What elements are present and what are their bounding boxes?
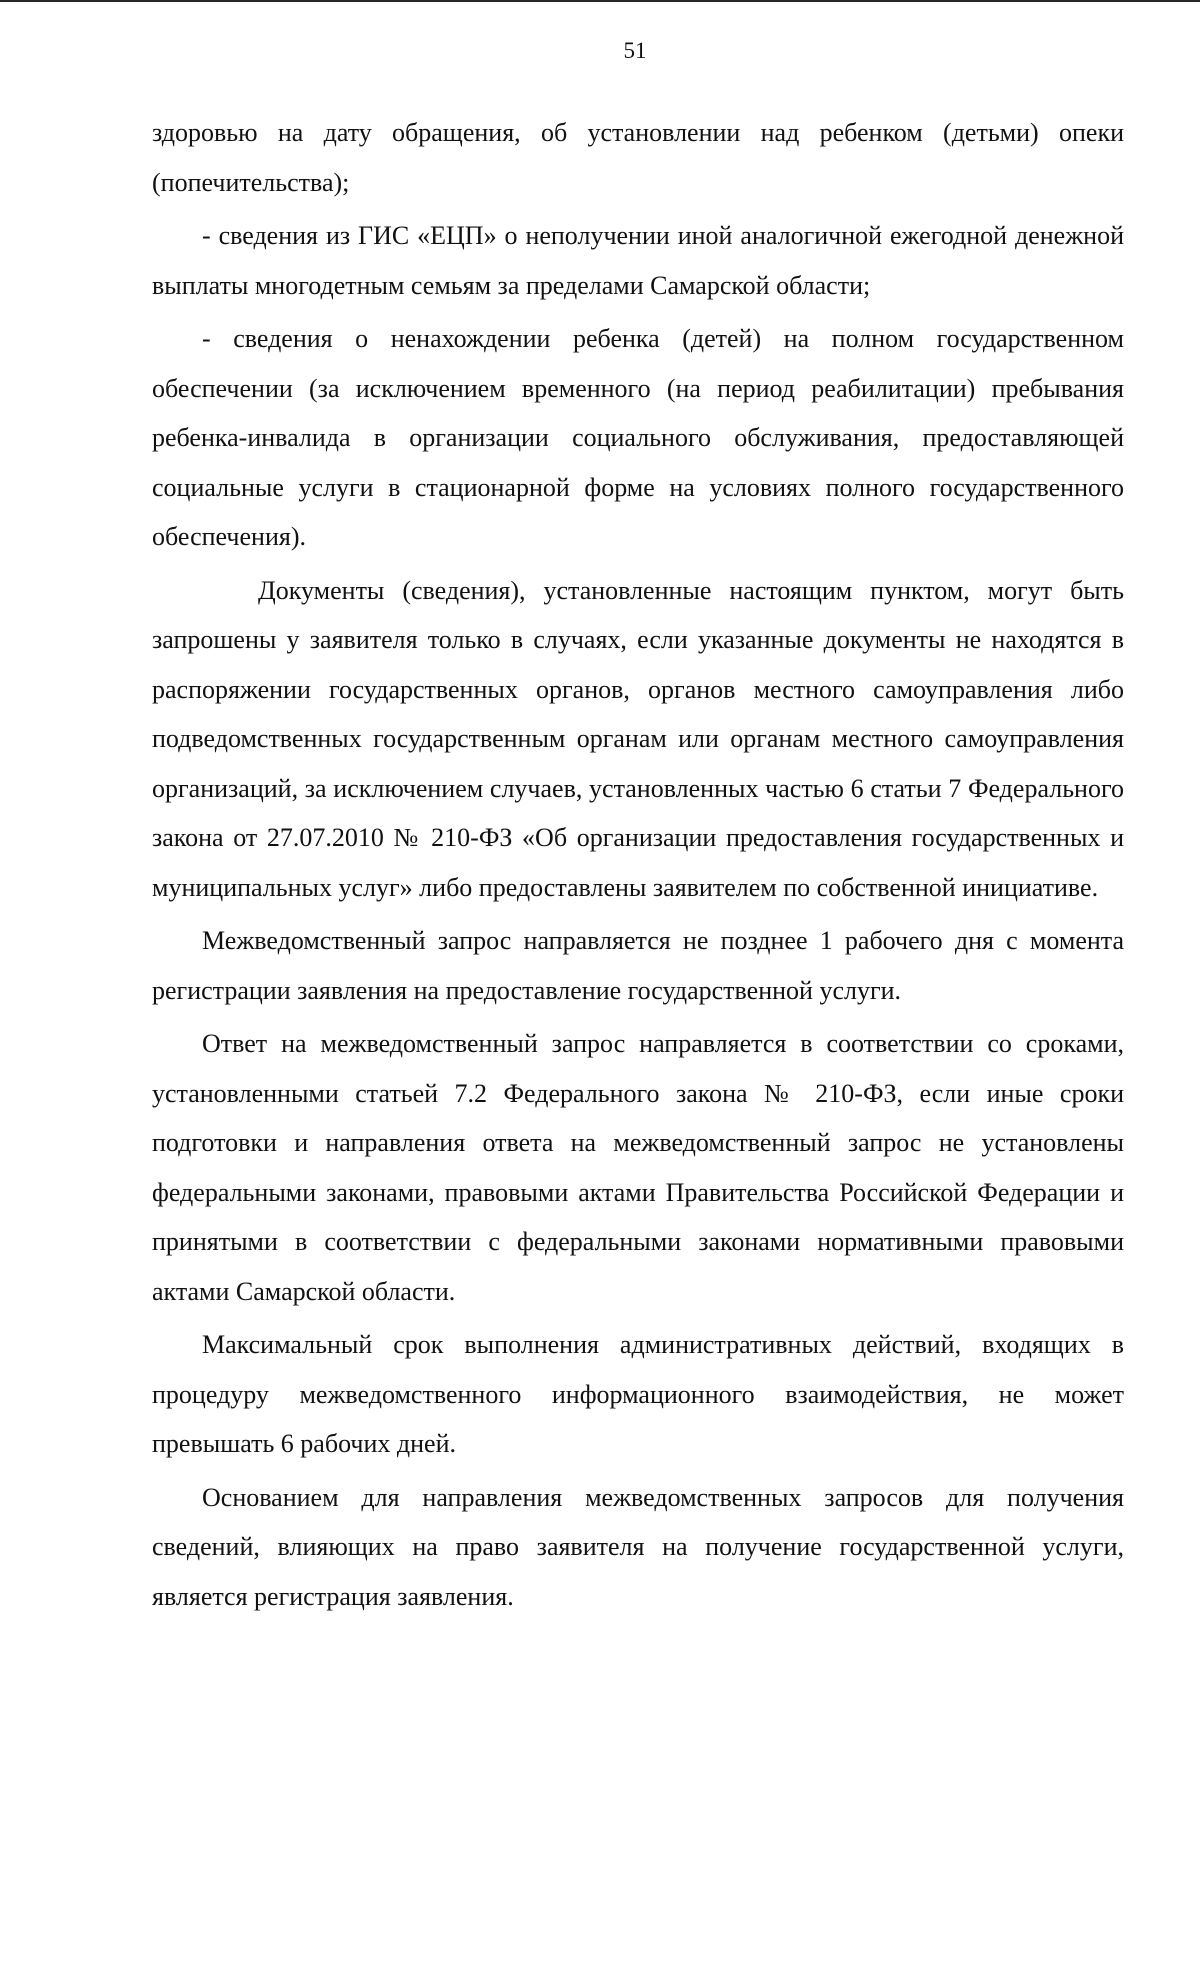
page-number: 51 [623, 38, 647, 63]
paragraph-interagency-request: Межведомственный запрос направляется не позднее 1 рабочего дня с момента регистрации заявления на предоставление государственной услуги. [152, 926, 1124, 1005]
document-body [152, 108, 1124, 1621]
paragraph-list-item-state-support: - сведения о ненахождении ребенка (детей) на полном государственном обеспечении (за исключением временного (на период реабилитации) пребывания ребенка-инвалида в организации социального обслуживания, предоставляющей социальные услуги в стационарной форме на условиях полного государственного обеспечения). [152, 324, 1124, 551]
paragraph-list-item-ecp: - сведения из ГИС «ЕЦП» о неполучении иной аналогичной ежегодной денежной выплаты многодетным семьям за пределами Самарской области; [152, 221, 1124, 300]
paragraph-documents: Документы (сведения), установленные настоящим пунктом, могут быть запрошены у заявителя только в случаях, если указанные документы не находятся в распоряжении государственных органов, органов местного самоуправления либо подведомственных государственным органам или органам местного самоуправления организаций, за исключением случаев, установленных частью 6 статьи 7 Федерального закона от 27.07.2010 № 210-ФЗ «Об организации предоставления государственных и муниципальных услуг» либо предоставлены заявителем по собственной инициативе. [152, 575, 1124, 902]
paragraph-max-duration: Максимальный срок выполнения административных действий, входящих в процедуру межведомственного информационного взаимодействия, не может превышать 6 рабочих дней. [152, 1330, 1124, 1458]
scan-top-edge [0, 0, 1200, 2]
paragraph-grounds: Основанием для направления межведомственных запросов для получения сведений, влияющих на право заявителя на получение государственной услуги, является регистрация заявления. [152, 1482, 1124, 1611]
paragraph-response-terms: Ответ на межведомственный запрос направляется в соответствии со сроками, установленными статьей 7.2 Федерального закона № 210-ФЗ, если иные сроки подготовки и направления ответа на межведомственный запрос не установлены федеральными законами, правовыми актами Правительства Российской Федерации и принятыми в соответствии с федеральными законами нормативными правовыми актами Самарской области. [152, 1029, 1124, 1306]
paragraph-continuation: здоровью на дату обращения, об установлении над ребенком (детьми) опеки (попечительства); [152, 118, 1124, 197]
